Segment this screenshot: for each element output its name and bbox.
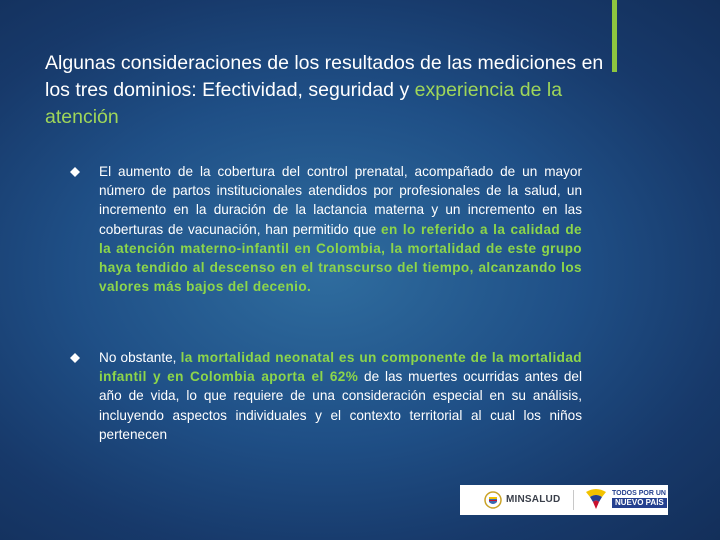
bullet-2-text-after: de las muertes ocurridas antes del año de vida, lo que requiere de una consideración especial en su análisis, incluyendo aspectos individuales y el contexto territorial al cual los niños pertenecen	[99, 369, 582, 442]
bullet-1-highlight: en lo referido a la calidad de la atención materno-infantil en Colombia, la mortalidad de este grupo haya tendido al descenso en el transcurso del tiempo, alcanzando los valores más bajos del decenio.	[99, 221, 582, 295]
title-highlight-efectividad: Efectividad,	[202, 79, 303, 101]
pais-text-line2: NUEVO PAÍS	[612, 498, 667, 508]
bullet-text-2	[99, 348, 582, 444]
bullet-1-text-before: El aumento de la cobertura del control prenatal, acompañado de un mayor número de partos institucionales atendidos por profesionales de la salud, un incremento en la duración de la lactancia materna y un incremento en las coberturas de vacunación, han permitido que	[99, 164, 582, 237]
title-text-1: Algunas consideraciones de los resultados de las mediciones en los tres dominios:	[45, 52, 604, 101]
slide-title	[45, 50, 605, 131]
logo-divider	[573, 490, 574, 510]
bullet-item-2	[70, 348, 582, 444]
bullet-item-1	[70, 162, 582, 296]
pais-text-line1: TODOS POR UN	[612, 490, 666, 497]
diamond-bullet-icon	[70, 167, 80, 177]
title-highlight-experiencia: experiencia de la atención	[45, 79, 563, 128]
title-text-2: seguridad y	[302, 79, 415, 101]
bullet-2-highlight: la mortalidad neonatal es un componente de la mortalidad infantil y en Colombia aporta el 62%	[99, 350, 582, 385]
coat-of-arms-icon	[484, 491, 502, 514]
todos-por-un-nuevo-pais-logo	[582, 488, 666, 512]
bullet-2-text-before: No obstante,	[99, 350, 181, 365]
minsalud-text: MINSALUD	[506, 494, 561, 505]
bullet-text-1	[99, 162, 582, 296]
colombia-flag-icon	[582, 488, 610, 517]
accent-bar	[612, 0, 617, 72]
footer-logos	[460, 485, 668, 515]
diamond-bullet-icon	[70, 353, 80, 363]
